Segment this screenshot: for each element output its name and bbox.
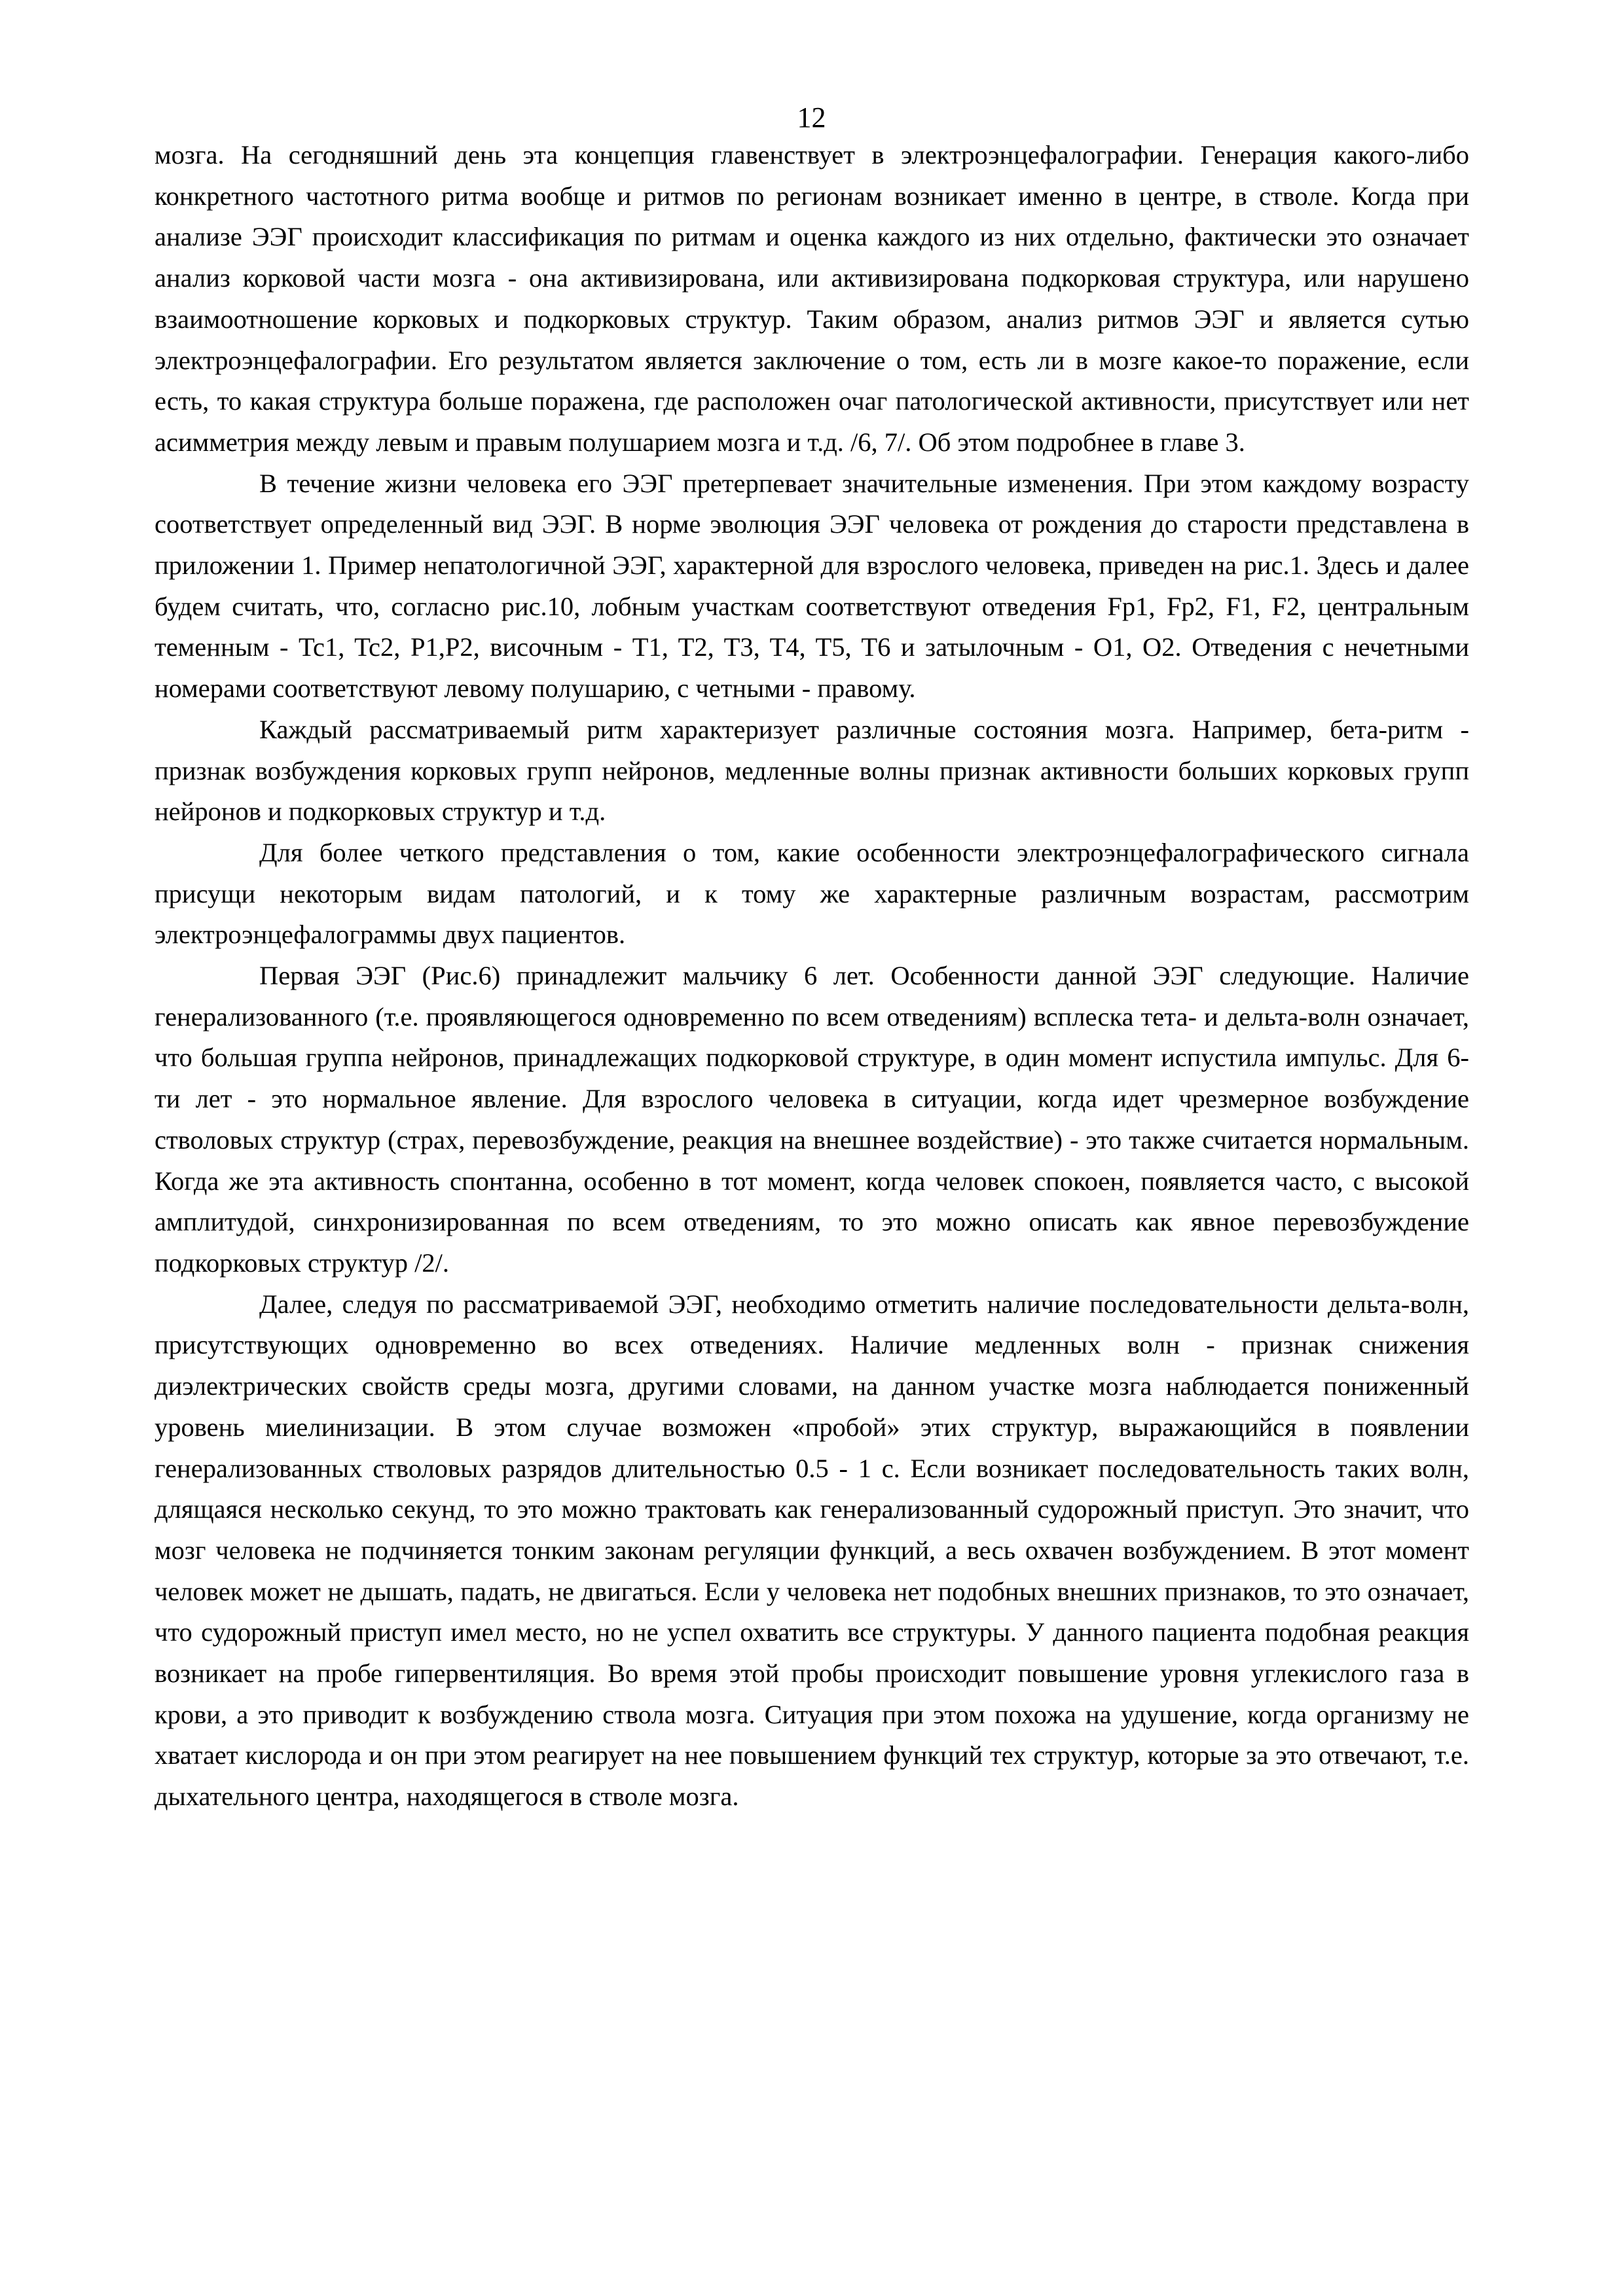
paragraph: Каждый рассматриваемый ритм характеризует различные состояния мозга. Например, бета-ритм - признак возбуждения корковых групп нейронов, медленные волны признак активности больших корковых групп нейронов и подкорковых структур и т.д.	[155, 714, 1469, 827]
paragraph: В течение жизни человека его ЭЭГ претерпевает значительные изменения. При этом каждому возрасту соответствует определенный вид ЭЭГ. В норме эволюция ЭЭГ человека от рождения до старости представлена в приложении 1. Пример непатологичной ЭЭГ, характерной для взрослого человека, приведен на рис.1. Здесь и далее будем считать, что, согласно рис.10, лобным участкам соответствуют отведения Fp1, Fp2, F1, F2, центральным теменным - Tc1, Tc2, P1,P2, височным - T1, T2, T3, T4, T5, T6 и затылочным - O1, O2. Отведения с нечетными номерами соответствуют левому полушарию, с четными - правому.	[155, 468, 1469, 704]
paragraph: мозга. На сегодняшний день эта концепция главенствует в электроэнцефалографии. Генерация какого-либо конкретного частотного ритма вообще и ритмов по регионам возникает именно в центре, в стволе. Когда при анализе ЭЭГ происходит классификация по ритмам и оценка каждого из них отдельно, фактически это означает анализ корковой части мозга - она активизирована, или активизирована подкорковая структура, или нарушено взаимоотношение корковых и подкорковых структур. Таким образом, анализ ритмов ЭЭГ и является сутью электроэнцефалографии. Его результатом является заключение о том, есть ли в мозге какое-то поражение, если есть, то какая структура больше поражена, где расположен очаг патологической активности, присутствует или нет асимметрия между левым и правым полушарием мозга и т.д. /6, 7/. Об этом подробнее в главе 3.	[155, 140, 1469, 457]
page-number: 12	[797, 101, 826, 134]
body-text	[155, 135, 1469, 1818]
paragraph: Для более четкого представления о том, какие особенности электроэнцефалографического сигнала присущи некоторым видам патологий, и к тому же характерные различным возрастам, рассмотрим электроэнцефалограммы двух пациентов.	[155, 837, 1469, 950]
paragraph: Далее, следуя по рассматриваемой ЭЭГ, необходимо отметить наличие последовательности дельта-волн, присутствующих одновременно во всех отведениях. Наличие медленных волн - признак снижения диэлектрических свойств среды мозга, другими словами, на данном участке мозга наблюдается пониженный уровень миелинизации. В этом случае возможен «пробой» этих структур, выражающийся в появлении генерализованных стволовых разрядов длительностью 0.5 - 1 с. Если возникает последовательность таких волн, длящаяся несколько секунд, то это можно трактовать как генерализованный судорожный приступ. Это значит, что мозг человека не подчиняется тонким законам регуляции функций, а весь охвачен возбуждением. В этот момент человек может не дышать, падать, не двигаться. Если у человека нет подобных внешних признаков, то это означает, что судорожный приступ имел место, но не успел охватить все структуры. У данного пациента подобная реакция возникает на пробе гипервентиляция. Во время этой пробы происходит повышение уровня углекислого газа в крови, а это приводит к возбуждению ствола мозга. Ситуация при этом похожа на удушение, когда организму не хватает кислорода и он при этом реагирует на нее повышением функций тех структур, которые за это отвечают, т.е. дыхательного центра, находящегося в стволе мозга.	[155, 1289, 1469, 1812]
paragraph: Первая ЭЭГ (Рис.6) принадлежит мальчику 6 лет. Особенности данной ЭЭГ следующие. Наличие генерализованного (т.е. проявляющегося одновременно по всем отведениям) всплеска тета- и дельта-волн означает, что большая группа нейронов, принадлежащих подкорковой структуре, в один момент испустила импульс. Для 6-ти лет - это нормальное явление. Для взрослого человека в ситуации, когда идет чрезмерное возбуждение стволовых структур (страх, перевозбуждение, реакция на внешнее воздействие) - это также считается нормальным. Когда же эта активность спонтанна, особенно в тот момент, когда человек спокоен, появляется часто, с высокой амплитудой, синхронизированная по всем отведениям, то это можно описать как явное перевозбуждение подкорковых структур /2/.	[155, 961, 1469, 1278]
